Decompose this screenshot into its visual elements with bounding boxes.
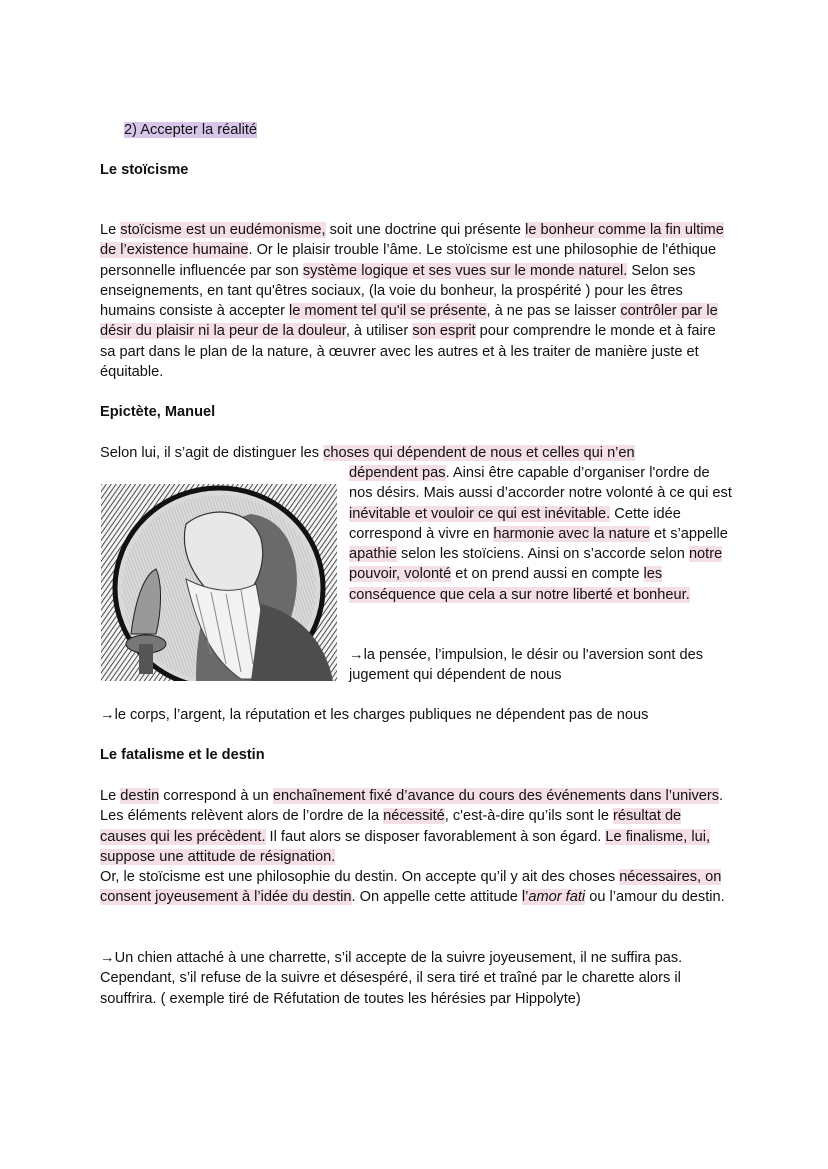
- text-run: , à utiliser: [345, 323, 413, 340]
- heading-epictete: Epictète, Manuel: [100, 404, 216, 420]
- highlighted-text: l’: [521, 889, 529, 906]
- highlighted-text: amor fati: [528, 889, 586, 906]
- highlighted-text: choses qui dépendent de nous et celles qui n’en: [323, 445, 635, 461]
- epictetus-engraving-portrait-icon: [101, 484, 337, 681]
- highlighted-text: enchaînement fixé d’avance du cours des événements dans l’univers: [272, 788, 720, 804]
- highlighted-text: système logique et ses vues sur le monde naturel.: [302, 262, 628, 279]
- paragraph-stoicisme: [100, 220, 730, 382]
- highlighted-text: son esprit: [412, 323, 476, 340]
- text-run: Cette idée correspond à vivre en: [349, 505, 681, 542]
- highlighted-text: contrôler par le désir du plaisir ni la peur de la douleur: [100, 303, 718, 340]
- section-title-text: 2) Accepter la réalité: [124, 122, 258, 138]
- text-run: selon les stoïciens. Ainsi on s’accorde selon: [396, 546, 689, 563]
- text-run: . Les éléments relèvent alors de l’ordre de la: [100, 788, 724, 825]
- paragraph-epictete-wrap: [349, 463, 733, 605]
- text-run: soit une doctrine qui présente: [325, 222, 526, 238]
- text-run: et s’appelle: [649, 525, 728, 542]
- text-run: Le: [100, 788, 121, 804]
- text-run: , à ne pas se laisser: [486, 303, 621, 320]
- arrow-note-ne-depend-pas: →le corps, l’argent, la réputation et les charges publiques ne dépendent pas de nous: [100, 707, 649, 723]
- epictetus-portrait: [101, 484, 337, 681]
- text-run: pour comprendre le monde et à faire sa part dans le plan de la nature, à œuvrer avec les autres et à les traiter de manière juste et équitable.: [100, 323, 716, 381]
- highlighted-text: destin: [120, 788, 160, 804]
- text-run: , c'est-à-dire qu’ils sont le: [444, 808, 614, 825]
- highlighted-text: harmonie avec la nature: [493, 525, 650, 542]
- highlighted-text: le bonheur comme la fin ultime de l’existence humaine: [100, 222, 724, 259]
- highlighted-text: stoïcisme est un eudémonisme,: [120, 222, 326, 238]
- arrow-note-depend-de-nous: →la pensée, l’impulsion, le désir ou l'aversion sont des jugement qui dépendent de nous: [349, 647, 704, 684]
- text-run: ou l’amour du destin.: [585, 889, 725, 906]
- text-run: . On appelle cette attitude: [351, 889, 522, 906]
- highlighted-text: résultat de causes qui les précèdent.: [100, 808, 682, 845]
- highlighted-text: Le finalisme, lui, suppose une attitude de résignation.: [100, 828, 711, 865]
- paragraph-example-chien: →Un chien attaché à une charrette, s’il accepte de la suivre joyeusement, il ne suffira pas. Cependant, s’il refuse de la suivre et désespéré, il sera tiré et traîné par le charette alors il souffrira. ( exemple tiré de Réfutation de toutes les hérésies par Hippolyte): [100, 950, 683, 1007]
- highlighted-text: dépendent pas: [349, 465, 446, 481]
- text-run: Selon lui, il s’agit de distinguer les: [100, 445, 324, 461]
- highlighted-text: inévitable et vouloir ce qui est inévitable.: [349, 505, 611, 522]
- highlighted-text: notre pouvoir, volonté: [349, 546, 723, 583]
- text-run: correspond à un: [159, 788, 273, 804]
- paragraph-fatalisme-2: [100, 867, 730, 908]
- heading-fatalisme: Le fatalisme et le destin: [100, 747, 265, 763]
- paragraph-fatalisme-1: [100, 786, 730, 867]
- text-run: Le: [100, 222, 121, 238]
- text-run: Il faut alors se disposer favorablement à son égard.: [265, 828, 606, 845]
- heading-stoicisme: Le stoïcisme: [100, 162, 189, 178]
- highlighted-text: apathie: [349, 546, 397, 563]
- highlighted-text: les conséquence que cela a sur notre liberté et bonheur.: [349, 566, 690, 603]
- highlighted-text: nécessaires, on consent joyeusement à l’idée du destin: [100, 869, 722, 906]
- text-run: Or, le stoïcisme est une philosophie du destin. On accepte qu’il y ait des choses: [100, 869, 620, 885]
- text-run: . Ainsi être capable d’organiser l'ordre de nos désirs. Mais aussi d’accorder notre volonté à ce qui est: [349, 465, 732, 502]
- highlighted-text: nécessité: [383, 808, 445, 825]
- paragraph-epictete-intro: [100, 443, 730, 463]
- text-run: et on prend aussi en compte: [451, 566, 644, 583]
- text-run: Selon ses enseignements, en tant qu'êtres sociaux, (la voie du bonheur, la prospérité ) pour les êtres humains consiste à accepter: [100, 262, 696, 320]
- text-run: . Or le plaisir trouble l’âme. Le stoïcisme est une philosophie de l'éthique personnelle influencée par son: [100, 242, 717, 279]
- section-title: [124, 120, 257, 140]
- highlighted-text: le moment tel qu'il se présente: [289, 303, 487, 320]
